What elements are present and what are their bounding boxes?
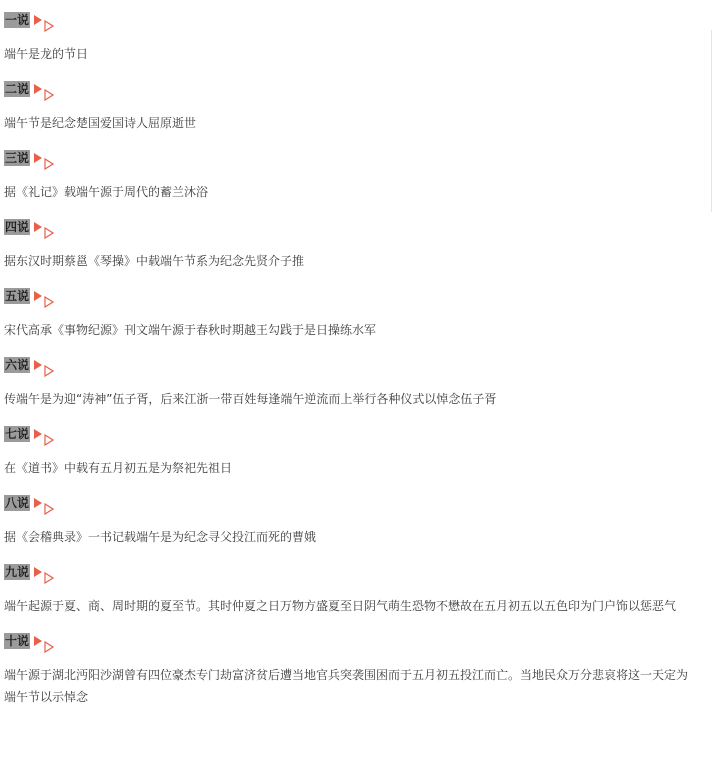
section-text: 据东汉时期蔡邕《琴操》中载端午节系为纪念先贤介子推 <box>4 254 305 268</box>
section-heading-label: 一说 <box>5 13 30 27</box>
section-heading-label: 六说 <box>5 358 30 372</box>
section-heading-label: 七说 <box>5 427 30 441</box>
section-text: 端午起源于夏、商、周时期的夏至节。其时仲夏之日万物方盛夏至日阴气萌生恐物不懋故在五月初五以五色印为门户饰以惩恶气 <box>4 599 677 613</box>
section-heading-label: 二说 <box>5 82 30 96</box>
section-1 <box>4 10 694 65</box>
section-text: 据《会稽典录》一书记载端午是为纪念寻父投江而死的曹娥 <box>4 530 317 544</box>
article-body <box>4 10 694 722</box>
section-heading <box>4 562 694 582</box>
play-triangle-filled-icon <box>34 291 42 301</box>
scrollbar-track[interactable] <box>711 30 712 212</box>
section-10 <box>4 631 694 708</box>
section-heading-label: 十说 <box>5 634 30 648</box>
section-heading <box>4 493 694 513</box>
section-heading <box>4 148 694 168</box>
section-heading-label: 八说 <box>5 496 30 510</box>
section-heading <box>4 10 694 30</box>
section-heading-label: 四说 <box>5 220 30 234</box>
section-heading <box>4 79 694 99</box>
play-triangle-filled-icon <box>34 429 42 439</box>
section-3 <box>4 148 694 203</box>
section-text: 宋代高承《事物纪源》刊文端午源于春秋时期越王勾践于是日操练水军 <box>4 323 377 337</box>
section-text: 传端午是为迎“涛神”伍子胥，后来江浙一带百姓每逢端午逆流而上举行各种仪式以悼念伍子胥 <box>4 392 497 406</box>
section-2 <box>4 79 694 134</box>
play-triangle-filled-icon <box>34 15 42 25</box>
play-triangle-filled-icon <box>34 636 42 646</box>
section-text: 在《道书》中载有五月初五是为祭祀先祖日 <box>4 461 233 475</box>
section-6 <box>4 355 694 410</box>
section-heading-label: 三说 <box>5 151 30 165</box>
section-text: 端午源于湖北沔阳沙湖曾有四位豪杰专门劫富济贫后遭当地官兵突袭围困而于五月初五投江而亡。当地民众万分悲哀将这一天定为端午节以示悼念 <box>4 668 689 704</box>
section-heading-label: 五说 <box>5 289 30 303</box>
section-9 <box>4 562 694 617</box>
play-triangle-filled-icon <box>34 222 42 232</box>
play-triangle-filled-icon <box>34 567 42 577</box>
section-heading <box>4 631 694 651</box>
section-4 <box>4 217 694 272</box>
section-8 <box>4 493 694 548</box>
section-5 <box>4 286 694 341</box>
section-text: 据《礼记》载端午源于周代的蓄兰沐浴 <box>4 185 209 199</box>
section-heading-label: 九说 <box>5 565 30 579</box>
play-triangle-filled-icon <box>34 84 42 94</box>
section-7 <box>4 424 694 479</box>
section-heading <box>4 355 694 375</box>
play-triangle-filled-icon <box>34 360 42 370</box>
play-triangle-filled-icon <box>34 153 42 163</box>
section-text: 端午节是纪念楚国爱国诗人屈原逝世 <box>4 116 197 130</box>
section-text: 端午是龙的节日 <box>4 47 89 61</box>
section-heading <box>4 286 694 306</box>
play-triangle-filled-icon <box>34 498 42 508</box>
section-heading <box>4 424 694 444</box>
section-heading <box>4 217 694 237</box>
